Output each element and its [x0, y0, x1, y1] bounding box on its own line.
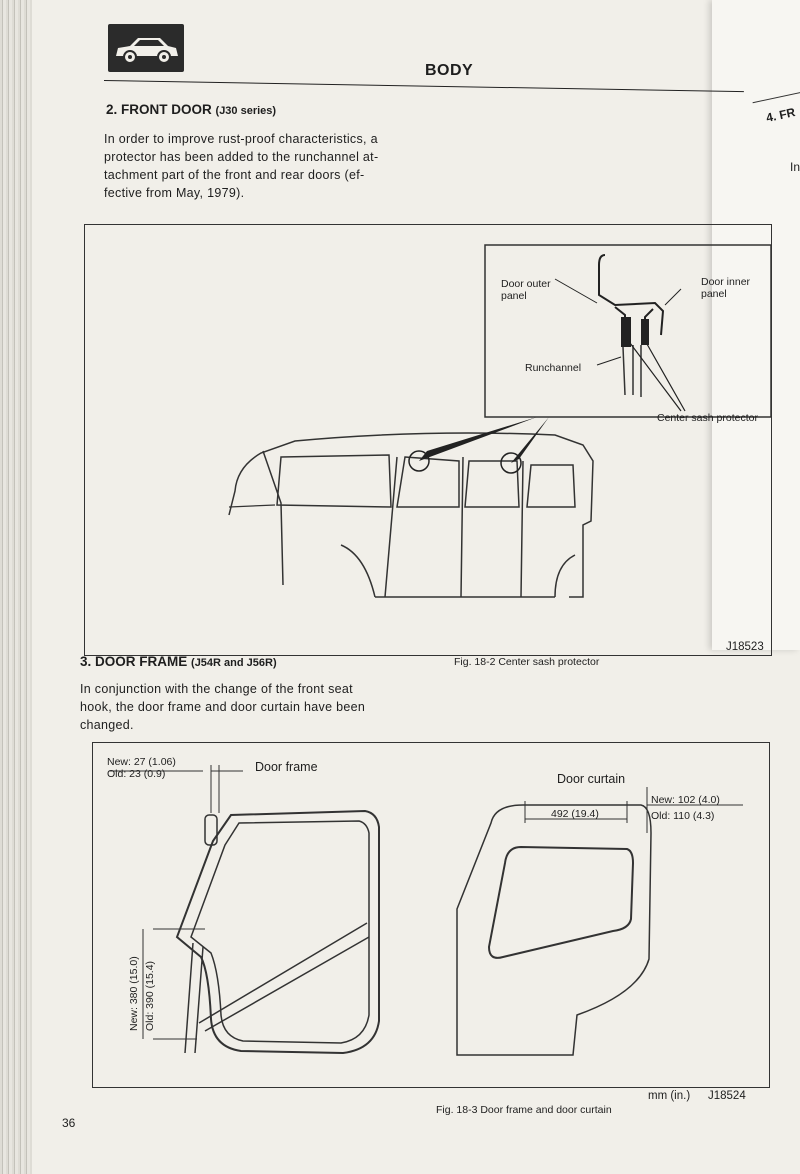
- section-2-title: [106, 102, 276, 117]
- section-2-line: tachment part of the front and rear doors (ef-: [104, 168, 365, 182]
- door-inner-panel-label: panel: [701, 288, 727, 300]
- frame-new-dimension: New: 27 (1.06): [107, 756, 176, 768]
- center-sash-protector-label: Center sash protector: [657, 412, 758, 424]
- adjacent-page-rule: [753, 90, 800, 103]
- header-rule: [104, 80, 744, 92]
- figure-2-code: J18524: [708, 1090, 746, 1102]
- frame-vertical-new-dimension: New: 380 (15.0): [128, 956, 140, 1031]
- section-2-line: fective from May, 1979).: [104, 186, 245, 200]
- section-3-heading: 3. DOOR FRAME: [80, 654, 188, 669]
- door-outer-panel-label: Door outer: [501, 278, 551, 290]
- book-binding: [0, 0, 32, 1174]
- frame-vertical-old-dimension: Old: 390 (15.4): [144, 960, 156, 1031]
- unit-label: mm (in.): [648, 1090, 691, 1102]
- figure-1-caption: Fig. 18-2 Center sash protector: [454, 656, 600, 668]
- section-3-line: hook, the door frame and door curtain have been: [80, 700, 366, 714]
- door-curtain-label: Door curtain: [557, 772, 626, 786]
- figure-door-frame-curtain: [92, 742, 770, 1088]
- section-3-line: In conjunction with the change of the front seat: [80, 682, 353, 696]
- page-header-title: BODY: [425, 62, 474, 79]
- section-2-body: [104, 130, 378, 202]
- door-frame-label: Door frame: [255, 760, 318, 774]
- door-frame-diagram: [93, 743, 769, 1087]
- figure-center-sash-protector: [84, 224, 772, 656]
- section-2-line: In order to improve rust-proof characteristics, a: [104, 132, 378, 146]
- curtain-width-dimension: 492 (19.4): [551, 808, 599, 820]
- runchannel-label: Runchannel: [525, 362, 582, 374]
- section-2-series: (J30 series): [215, 105, 277, 117]
- section-2-heading: 2. FRONT DOOR: [106, 102, 212, 117]
- frame-old-dimension: Old: 23 (0.9): [107, 768, 166, 780]
- adjacent-page-heading: 4. FR: [764, 105, 797, 125]
- section-3-series: (J54R and J56R): [191, 657, 277, 669]
- figure-2-caption: Fig. 18-3 Door frame and door curtain: [436, 1104, 612, 1116]
- vehicle-diagram: [85, 225, 771, 655]
- curtain-new-dimension: New: 102 (4.0): [651, 794, 720, 806]
- curtain-old-dimension: Old: 110 (4.3): [651, 810, 715, 822]
- section-3-line: changed.: [80, 718, 134, 732]
- door-inner-panel-label: Door inner: [701, 276, 751, 288]
- section-3-body: [80, 680, 365, 734]
- adjacent-page-text: In: [790, 160, 800, 174]
- page-number: 36: [62, 1116, 76, 1130]
- door-outer-panel-label: panel: [501, 290, 527, 302]
- car-icon: [108, 24, 184, 72]
- figure-1-code: J18523: [726, 641, 764, 653]
- section-2-line: protector has been added to the runchannel at-: [104, 150, 379, 164]
- section-3-title: [80, 654, 277, 669]
